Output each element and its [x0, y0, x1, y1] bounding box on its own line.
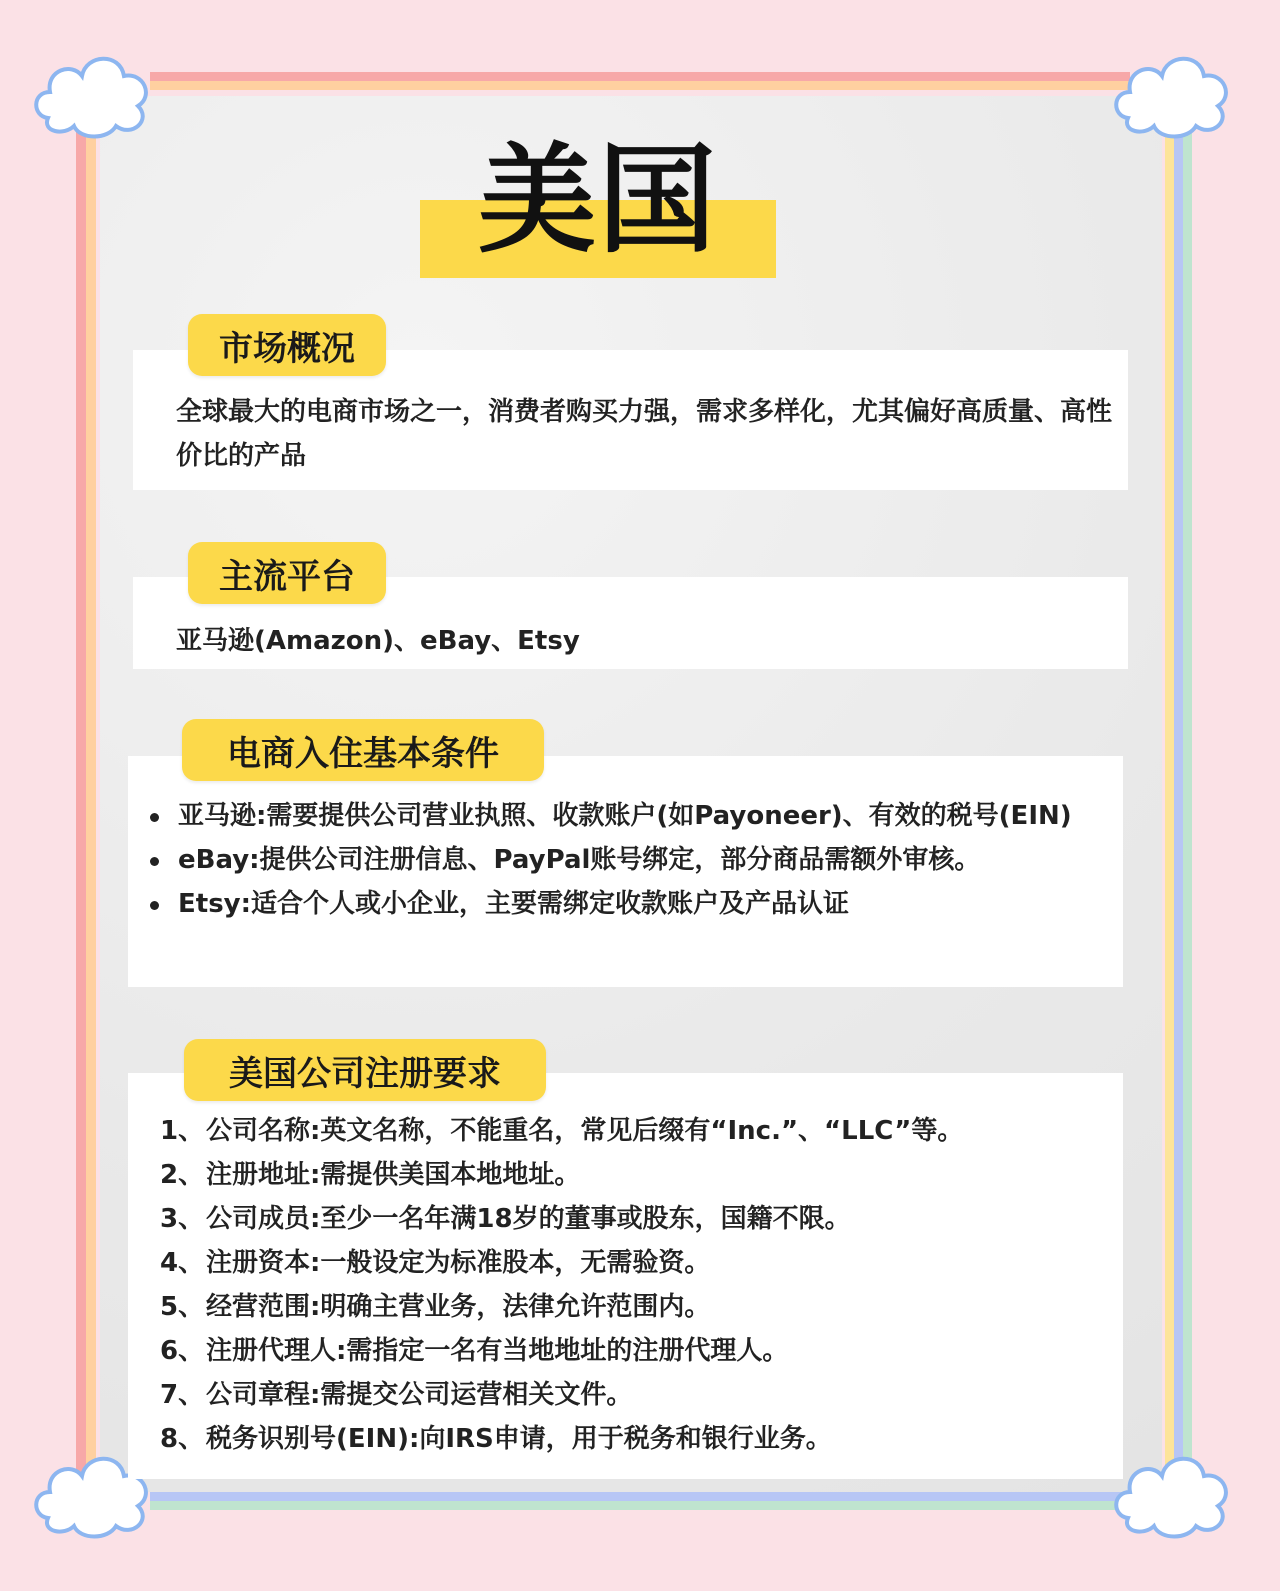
frame-stripe — [1165, 120, 1174, 1500]
conditions-card — [128, 756, 1123, 987]
list-item: 4、 注册资本:一般设定为标准股本，无需验资。 — [160, 1248, 711, 1278]
list-item: 8、 税务识别号(EIN):向IRS申请，用于税务和银行业务。 — [160, 1424, 832, 1454]
frame-stripe — [150, 1492, 1130, 1501]
market-tag: 市场概况 — [188, 314, 386, 376]
frame-stripe — [86, 120, 96, 1500]
list-item: 5、 经营范围:明确主营业务，法律允许范围内。 — [160, 1292, 711, 1322]
conditions-list — [150, 794, 1090, 926]
cloud-icon — [1108, 40, 1238, 150]
conditions-tag: 电商入住基本条件 — [182, 719, 544, 781]
page-title: 美国 — [477, 131, 718, 269]
frame-stripe — [1183, 120, 1192, 1500]
cloud-icon — [28, 40, 158, 150]
frame-stripe — [150, 72, 1130, 81]
frame-stripe — [150, 1501, 1130, 1510]
market-text: 全球最大的电商市场之一，消费者购买力强，需求多样化，尤其偏好高质量、高性价比的产品 — [176, 397, 1113, 471]
cloud-icon — [1108, 1440, 1238, 1550]
list-item: Etsy:适合个人或小企业，主要需绑定收款账户及产品认证 — [150, 882, 1090, 926]
requirements-card — [128, 1073, 1123, 1479]
list-item: eBay:提供公司注册信息、PayPal账号绑定，部分商品需额外审核。 — [150, 838, 1090, 882]
list-item: 6、 注册代理人:需指定一名有当地地址的注册代理人。 — [160, 1336, 789, 1366]
requirements-list — [160, 1109, 1110, 1461]
requirements-tag: 美国公司注册要求 — [184, 1039, 546, 1101]
frame-stripe — [150, 81, 1130, 90]
platforms-text: 亚马逊(Amazon)、eBay、Etsy — [176, 626, 580, 656]
list-item: 2、 注册地址:需提供美国本地地址。 — [160, 1160, 581, 1190]
frame-stripe — [76, 120, 86, 1500]
list-item: 亚马逊:需要提供公司营业执照、收款账户(如Payoneer)、有效的税号(EIN) — [150, 794, 1090, 838]
list-item: 3、 公司成员:至少一名年满18岁的董事或股东，国籍不限。 — [160, 1204, 851, 1234]
list-item: 1、 公司名称:英文名称，不能重名，常见后缀有“Inc.”、“LLC”等。 — [160, 1116, 964, 1146]
frame-stripe — [1174, 120, 1183, 1500]
platforms-tag: 主流平台 — [188, 542, 386, 604]
list-item: 7、 公司章程:需提交公司运营相关文件。 — [160, 1380, 633, 1410]
